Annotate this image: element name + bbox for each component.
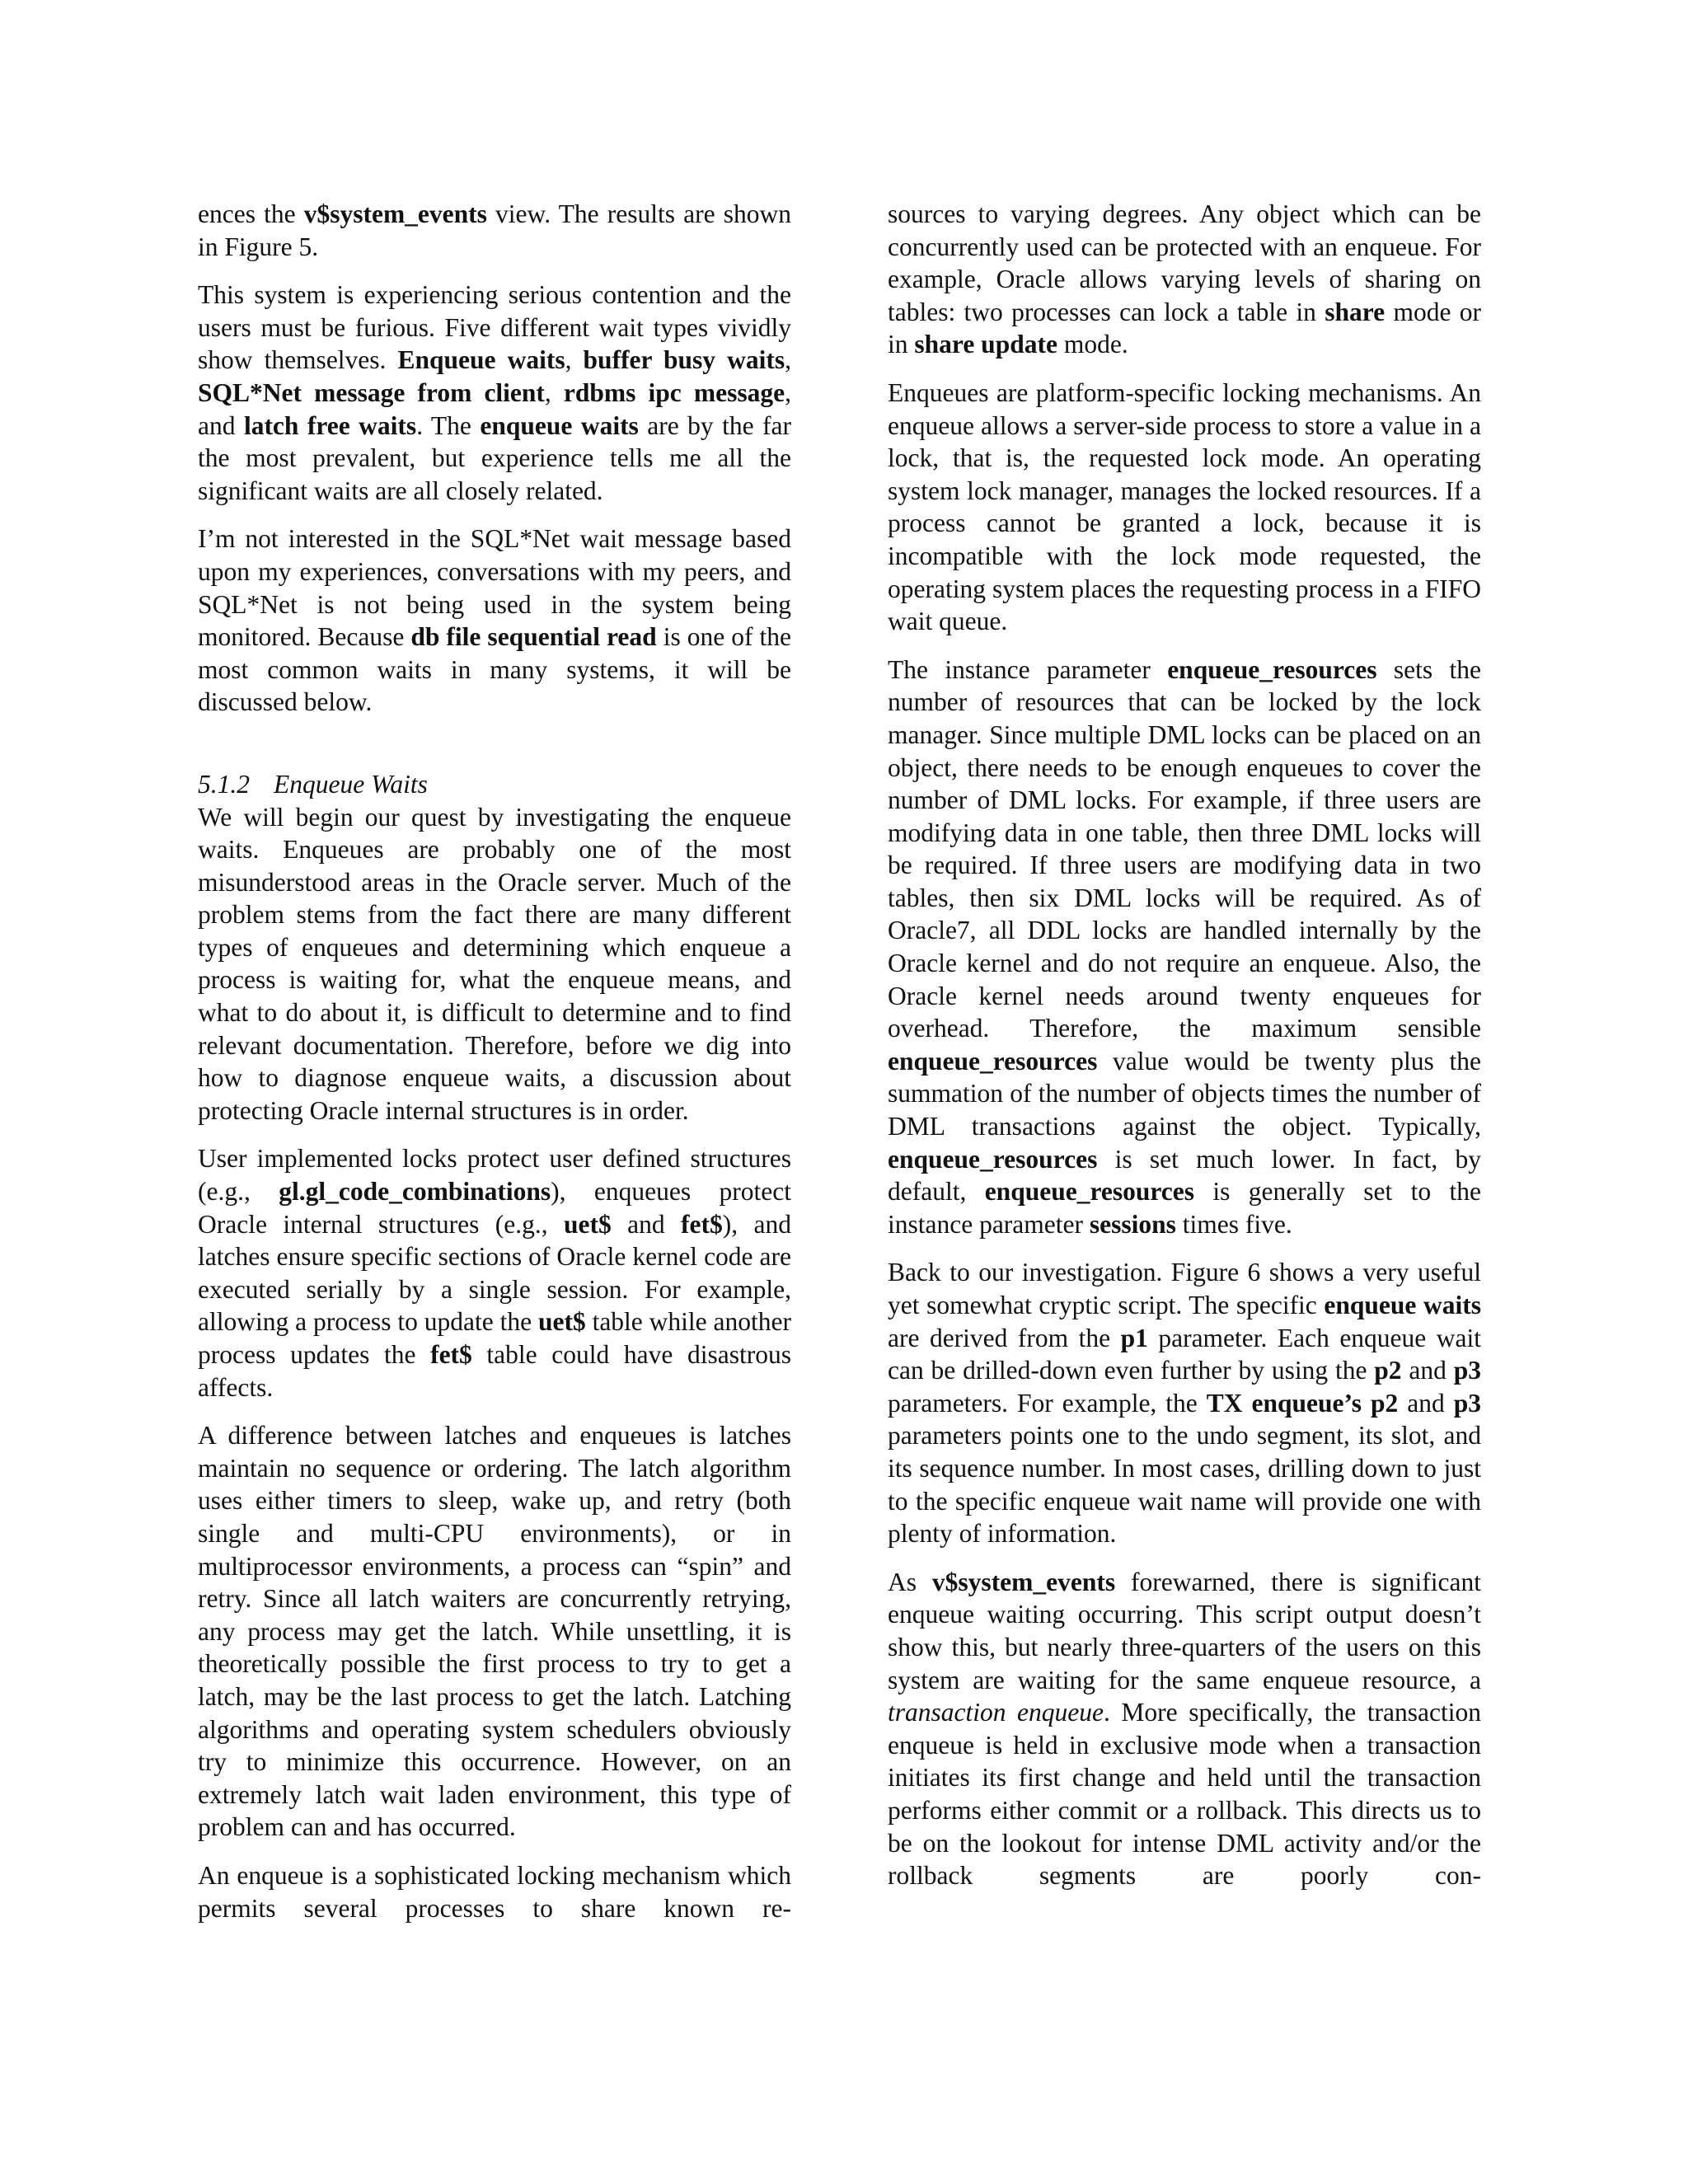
bold-term: Enqueue waits (397, 345, 565, 375)
paragraph: User implemented locks protect user defined structures (e.g., gl.gl_code_combinations), enqueues protect Oracle internal structures (e.g., uet$ and fet$), and latches ensure specific sections of Oracle kernel code are executed serially by a single session. For example, allowing a process to update the uet$ table while another process updates the fet$ table could have disastrous affects. (198, 1144, 791, 1402)
paragraph: I’m not interested in the SQL*Net wait message based upon my experiences, conversations with my peers, and SQL*Net is not being used in the system being monitored. Because db file sequential read is one of the most common waits in many systems, it will be discussed below. (198, 524, 791, 717)
bold-term: p3 (1453, 1356, 1481, 1385)
bold-term: enqueue waits (480, 410, 639, 440)
bold-term: uet$ (537, 1307, 586, 1337)
paragraph: ences the v$system_events view. The results are shown in Figure 5. (198, 199, 791, 261)
bold-term: p2 (1374, 1356, 1402, 1385)
section-number: 5.1.2 (198, 769, 250, 799)
italic-term: transaction enqueue (888, 1698, 1104, 1727)
bold-term: SQL*Net message from client (198, 377, 545, 407)
paragraph: An enqueue is a sophisticated locking mechanism which permits several processes to share known re- (198, 1860, 791, 1923)
section-heading (198, 768, 791, 801)
paragraph: A difference between latches and enqueues is latches maintain no sequence or ordering. The latch algorithm uses either timers to sleep, wake up, and retry (both single and multi-CPU environments), or in multiprocessor environments, a process can “spin” and retry. Since all latch waiters are concurrently retrying, any process may get the latch. While unsettling, it is theoretically possible the first process to try to get a latch, may be the last process to get the latch. Latching algorithms and operating system schedulers obviously try to minimize this occurrence. However, on an extremely latch wait laden environment, this type of problem can and has occurred. (198, 1421, 791, 1842)
bold-term: buffer busy waits (583, 345, 785, 375)
bold-term: v$system_events (931, 1567, 1116, 1596)
right-column (888, 198, 1481, 1908)
bold-term: db file sequential read (410, 622, 657, 652)
paragraph: As v$system_events forewarned, there is significant enqueue waiting occurring. This script output doesn’t show this, but nearly three-quarters of the users on this system are waiting for the same enqueue resource, a transaction enqueue. More specifically, the transaction enqueue is held in exclusive mode when a transaction initiates its first change and held until the transaction performs either commit or a rollback. This directs us to be on the lookout for intense DML activity and/or the rollback segments are poorly con- (888, 1567, 1481, 1891)
bold-term: fet$ (681, 1209, 723, 1239)
bold-term: enqueue_resources (888, 1144, 1098, 1174)
bold-term: latch free waits (243, 410, 417, 440)
paragraph: Back to our investigation. Figure 6 shows a very useful yet somewhat cryptic script. The specific enqueue waits are derived from the p1 parameter. Each enqueue wait can be drilled-down even further by using the p2 and p3 parameters. For example, the TX enqueue’s p2 and p3 parameters points one to the undo segment, its slot, and its sequence number. In most cases, drilling down to just to the specific enqueue wait name will provide one with plenty of information. (888, 1258, 1481, 1549)
bold-term: sessions (1089, 1209, 1176, 1239)
bold-term: p1 (1120, 1323, 1148, 1352)
paragraph: sources to varying degrees. Any object which can be concurrently used can be protected with an enqueue. For example, Oracle allows varying levels of sharing on tables: two processes can lock a table in share mode or in share update mode. (888, 199, 1481, 359)
bold-term: p3 (1453, 1388, 1481, 1418)
paragraph: We will begin our quest by investigating the enqueue waits. Enqueues are probably one of the most misunderstood areas in the Oracle server. Much of the problem stems from the fact there are many different types of enqueues and determining which enqueue a process is waiting for, what the enqueue means, and what to do about it, is difficult to determine and to find relevant documentation. Therefore, before we dig into how to diagnose enqueue waits, a discussion about protecting Oracle internal structures is in order. (198, 802, 791, 1125)
paragraph: The instance parameter enqueue_resources sets the number of resources that can be locked by the lock manager. Since multiple DML locks can be placed on an object, there needs to be enough enqueues to cover the number of DML locks. For example, if three users are modifying data in one table, then three DML locks will be required. If three users are modifying data in two tables, then six DML locks will be required. As of Oracle7, all DDL locks are handled internally by the Oracle kernel and do not require an enqueue. Also, the Oracle kernel needs around twenty enqueues for overhead. Therefore, the maximum sensible enqueue_resources value would be twenty plus the summation of the number of objects times the number of DML transactions against the object. Typically, enqueue_resources is set much lower. In fact, by default, enqueue_resources is generally set to the instance parameter sessions times five. (888, 654, 1482, 1239)
bold-term: fet$ (430, 1340, 472, 1369)
bold-term: enqueue_resources (1167, 654, 1377, 684)
paragraph: Enqueues are platform-specific locking mechanisms. An enqueue allows a server-side process to store a value in a lock, that is, the requested lock mode. An operating system lock manager, manages the locked resources. If a process cannot be granted a lock, because it is incompatible with the lock mode requested, the operating system places the requesting process in a FIFO wait queue. (888, 377, 1481, 636)
bold-term: rdbms ipc message (563, 377, 785, 407)
bold-term: enqueue_resources (888, 1046, 1098, 1076)
bold-term: share (1325, 297, 1386, 326)
bold-term: enqueue waits (1324, 1291, 1481, 1319)
bold-term: enqueue_resources (984, 1177, 1195, 1207)
section-title: Enqueue Waits (274, 769, 428, 799)
bold-term: v$system_events (303, 199, 487, 228)
left-column (198, 198, 791, 1940)
bold-term: uet$ (564, 1209, 612, 1239)
bold-term: TX enqueue’s p2 (1206, 1388, 1399, 1418)
bold-term: gl.gl_code_combinations (279, 1177, 551, 1207)
bold-term: share update (914, 330, 1057, 359)
paragraph: This system is experiencing serious contention and the users must be furious. Five different wait types vividly show themselves. Enqueue waits, buffer busy waits, SQL*Net message from client, rdbms ipc message, and latch free waits. The enqueue waits are by the far the most prevalent, but experience tells me all the significant waits are all closely related. (198, 280, 791, 505)
